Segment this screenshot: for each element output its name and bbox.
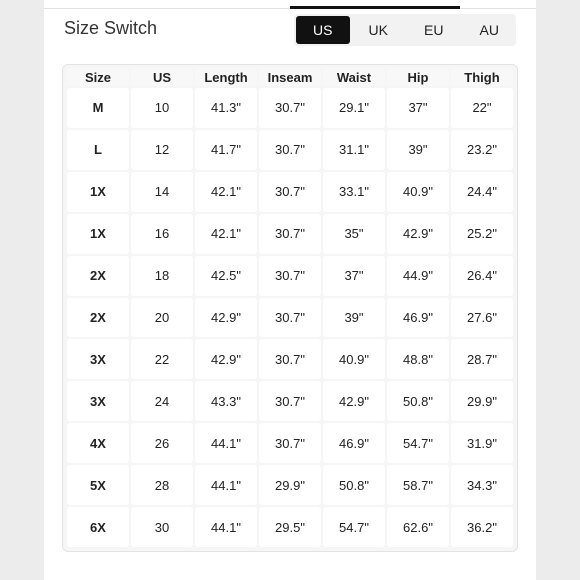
cell-length: 44.1"	[195, 507, 257, 547]
header-inseam: Inseam	[259, 69, 321, 86]
table-row	[67, 256, 513, 296]
header-thigh: Thigh	[451, 69, 513, 86]
switch-option-us[interactable]: US	[296, 16, 350, 44]
size-chart-card	[44, 0, 536, 580]
header-hip: Hip	[387, 69, 449, 86]
table-row	[67, 88, 513, 128]
cell-length: 42.1"	[195, 214, 257, 254]
cell-inseam: 30.7"	[259, 130, 321, 170]
cell-hip: 37"	[387, 88, 449, 128]
cell-size: 3X	[67, 339, 129, 379]
cell-waist: 42.9"	[323, 381, 385, 421]
cell-us: 30	[131, 507, 193, 547]
table-row	[67, 298, 513, 338]
cell-length: 41.3"	[195, 88, 257, 128]
cell-hip: 46.9"	[387, 298, 449, 338]
cell-inseam: 30.7"	[259, 423, 321, 463]
switch-option-uk[interactable]: UK	[368, 22, 388, 38]
cell-us: 18	[131, 256, 193, 296]
cell-inseam: 30.7"	[259, 214, 321, 254]
cell-size: 2X	[67, 256, 129, 296]
cell-inseam: 30.7"	[259, 298, 321, 338]
cell-us: 28	[131, 465, 193, 505]
header-us: US	[131, 69, 193, 86]
cell-thigh: 28.7"	[451, 339, 513, 379]
cell-thigh: 27.6"	[451, 298, 513, 338]
size-table	[65, 67, 515, 549]
cell-size: 2X	[67, 298, 129, 338]
cell-waist: 54.7"	[323, 507, 385, 547]
cell-thigh: 36.2"	[451, 507, 513, 547]
table-row	[67, 465, 513, 505]
size-system-switch	[294, 14, 516, 46]
cell-waist: 31.1"	[323, 130, 385, 170]
active-tab-indicator	[290, 6, 460, 9]
cell-hip: 40.9"	[387, 172, 449, 212]
cell-thigh: 23.2"	[451, 130, 513, 170]
cell-waist: 40.9"	[323, 339, 385, 379]
table-row	[67, 381, 513, 421]
cell-thigh: 26.4"	[451, 256, 513, 296]
cell-waist: 46.9"	[323, 423, 385, 463]
cell-length: 44.1"	[195, 423, 257, 463]
table-row	[67, 423, 513, 463]
cell-length: 43.3"	[195, 381, 257, 421]
cell-size: 3X	[67, 381, 129, 421]
cell-thigh: 25.2"	[451, 214, 513, 254]
cell-thigh: 29.9"	[451, 381, 513, 421]
cell-hip: 62.6"	[387, 507, 449, 547]
table-row	[67, 339, 513, 379]
cell-us: 14	[131, 172, 193, 212]
table-row	[67, 214, 513, 254]
cell-waist: 29.1"	[323, 88, 385, 128]
cell-hip: 44.9"	[387, 256, 449, 296]
cell-waist: 50.8"	[323, 465, 385, 505]
cell-hip: 58.7"	[387, 465, 449, 505]
cell-inseam: 30.7"	[259, 172, 321, 212]
cell-thigh: 24.4"	[451, 172, 513, 212]
cell-size: 6X	[67, 507, 129, 547]
cell-waist: 37"	[323, 256, 385, 296]
cell-inseam: 29.5"	[259, 507, 321, 547]
header-length: Length	[195, 69, 257, 86]
cell-thigh: 22"	[451, 88, 513, 128]
cell-length: 41.7"	[195, 130, 257, 170]
cell-size: 1X	[67, 214, 129, 254]
cell-length: 44.1"	[195, 465, 257, 505]
header-waist: Waist	[323, 69, 385, 86]
switch-option-eu[interactable]: EU	[424, 22, 444, 38]
cell-us: 24	[131, 381, 193, 421]
cell-inseam: 30.7"	[259, 381, 321, 421]
cell-inseam: 29.9"	[259, 465, 321, 505]
table-row	[67, 130, 513, 170]
table-body	[67, 88, 513, 547]
cell-size: 1X	[67, 172, 129, 212]
cell-hip: 48.8"	[387, 339, 449, 379]
header-size: Size	[67, 69, 129, 86]
cell-waist: 35"	[323, 214, 385, 254]
switch-option-au[interactable]: AU	[479, 22, 499, 38]
cell-us: 16	[131, 214, 193, 254]
cell-hip: 42.9"	[387, 214, 449, 254]
cell-inseam: 30.7"	[259, 339, 321, 379]
cell-us: 26	[131, 423, 193, 463]
cell-size: L	[67, 130, 129, 170]
cell-us: 22	[131, 339, 193, 379]
cell-length: 42.5"	[195, 256, 257, 296]
cell-us: 10	[131, 88, 193, 128]
cell-inseam: 30.7"	[259, 88, 321, 128]
cell-length: 42.1"	[195, 172, 257, 212]
cell-hip: 54.7"	[387, 423, 449, 463]
table-row	[67, 507, 513, 547]
cell-length: 42.9"	[195, 339, 257, 379]
table-row	[67, 172, 513, 212]
cell-inseam: 30.7"	[259, 256, 321, 296]
cell-size: 5X	[67, 465, 129, 505]
cell-thigh: 34.3"	[451, 465, 513, 505]
cell-size: 4X	[67, 423, 129, 463]
table-header-row	[67, 69, 513, 86]
cell-hip: 39"	[387, 130, 449, 170]
cell-waist: 33.1"	[323, 172, 385, 212]
cell-us: 12	[131, 130, 193, 170]
size-table-container	[62, 64, 518, 552]
cell-length: 42.9"	[195, 298, 257, 338]
page-title: Size Switch	[64, 18, 158, 38]
cell-us: 20	[131, 298, 193, 338]
cell-size: M	[67, 88, 129, 128]
cell-hip: 50.8"	[387, 381, 449, 421]
cell-waist: 39"	[323, 298, 385, 338]
cell-thigh: 31.9"	[451, 423, 513, 463]
